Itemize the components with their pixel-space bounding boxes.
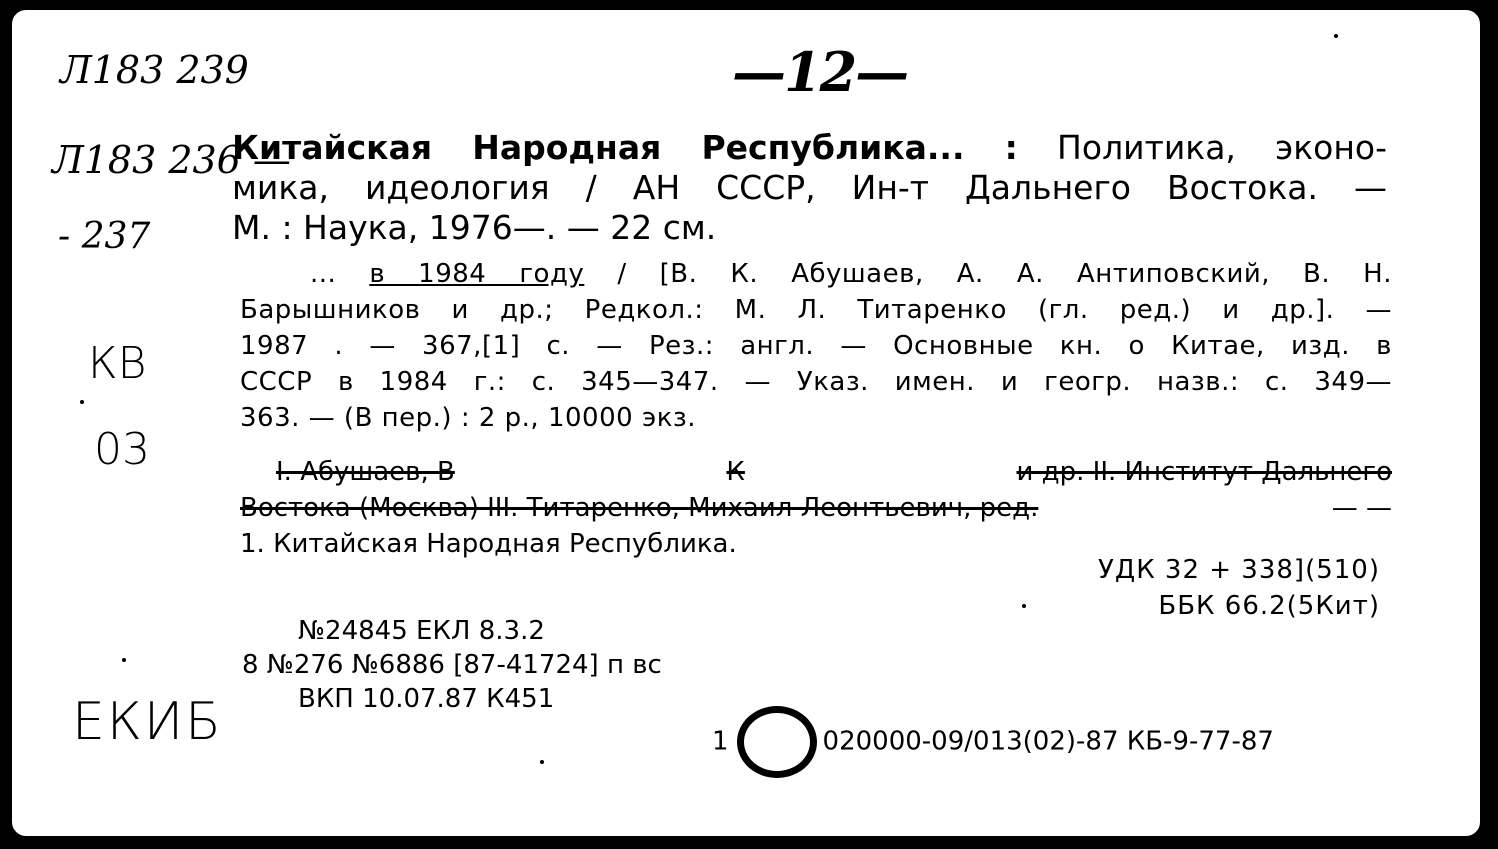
- isbn-code: 020000-09/013(02)-87 КБ-9-77-87: [822, 726, 1274, 757]
- title-line-3: М. : Наука, 1976—. — 22 см.: [232, 208, 717, 247]
- classification-block: [1098, 552, 1380, 624]
- tracing-line-2: [240, 490, 1392, 526]
- handwritten-mark-o3: 03: [94, 424, 150, 475]
- body-line-4: СССР в 1984 г.: с. 345—347. — Указ. имен. и геогр. назв.: с. 349—: [240, 367, 1392, 397]
- tracing-line2-tail: — —: [1331, 493, 1392, 523]
- tracing-struck-2: К: [726, 457, 745, 487]
- tracing-struck-4: Востока (Москва) III. Титаренко, Михаил Леонтьевич, ред.: [240, 493, 1039, 523]
- title-line1-rest: Политика, эконо-: [1017, 128, 1387, 167]
- title-line-2: мика, идеология / АН СССР, Ин-т Дальнего Востока. —: [232, 168, 1387, 207]
- title-line-1: [232, 128, 1387, 168]
- body-line1-prefix: ...: [310, 259, 370, 289]
- tracing-line-3: 1. Китайская Народная Республика.: [240, 529, 737, 559]
- tracings-block: [240, 454, 1392, 562]
- bbk-code: ББК 66.2(5Кит): [1158, 591, 1380, 621]
- body-line1-rest: / [В. К. Абушаев, А. А. Антиповский, В. Н.: [584, 259, 1393, 289]
- speck-dot: [1334, 34, 1338, 38]
- card-body-block: [240, 256, 1392, 436]
- record-info-block: [242, 614, 662, 716]
- body-line-1: [240, 256, 1392, 292]
- tracing-struck-3: и др. II. Институт Дальнего: [1016, 457, 1392, 487]
- handwritten-call-number-3: - 237: [58, 216, 151, 257]
- isbn-prefix: 1: [712, 726, 729, 757]
- speck-dot: [80, 400, 84, 404]
- speck-dot: [540, 760, 544, 764]
- handwritten-call-number-2: Л183 236 —: [52, 138, 291, 182]
- body-line-3: 1987 . — 367,[1] с. — Рез.: англ. — Основные кн. о Китае, изд. в: [240, 331, 1392, 361]
- speck-dot: [1022, 604, 1026, 608]
- title-bold: Китайская Народная Республика... :: [232, 128, 1018, 167]
- circle-mark-icon: [737, 706, 817, 778]
- handwritten-mark-kv: КВ: [88, 338, 147, 389]
- card-title-block: [232, 128, 1387, 248]
- record-line-2: 8 №276 №6886 [87-41724] п вс: [242, 650, 662, 680]
- record-line-3: ВКП 10.07.87 К451: [298, 684, 555, 714]
- udk-code: УДК 32 + 338](510): [1098, 555, 1380, 585]
- body-line-5: 363. — (В пер.) : 2 р., 10000 экз.: [240, 403, 697, 433]
- body-line-2: Барышников и др.; Редкол.: М. Л. Титаренко (гл. ред.) и др.]. —: [240, 295, 1392, 325]
- tracing-struck-1: I. Абушаев, В: [276, 457, 455, 487]
- speck-dot: [122, 658, 126, 662]
- handwritten-page-number: —12—: [732, 40, 908, 104]
- handwritten-mark-ekib: ЕКИБ: [72, 692, 223, 752]
- tracing-line-1: [240, 454, 1392, 490]
- isbn-line: [712, 706, 1274, 778]
- handwritten-call-number-1: Л183 239: [60, 48, 249, 92]
- record-line-1: №24845 ЕКЛ 8.3.2: [298, 616, 545, 646]
- body-underlined-phrase: в 1984 году: [369, 259, 585, 289]
- catalog-card: [8, 6, 1484, 840]
